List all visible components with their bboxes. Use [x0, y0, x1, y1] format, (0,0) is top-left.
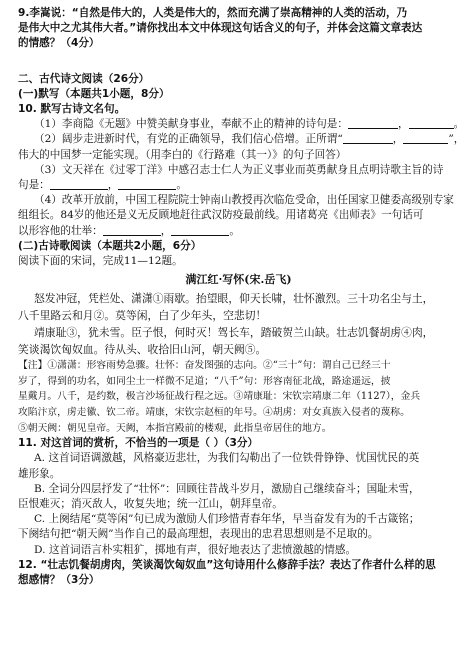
punct: ， — [107, 179, 119, 192]
q11-stem: 11. 对这首词的赏析，不恰当的一项是（ ）（3分） — [18, 437, 259, 450]
annotation-line-2: 岁了，得到的功名，如同尘土一样微不足道；“八千”句：形容南征北战，路途遥远，披 — [18, 375, 391, 387]
answer-blank[interactable] — [348, 117, 398, 129]
poem-line-1: 怒发冲冠，凭栏处、潇潇①雨歇。抬望眼，仰天长啸，壮怀激烈。三十功名尘与土， — [34, 292, 434, 306]
q10-title: 10. 默写古诗文名句。 — [18, 103, 126, 116]
subsection-poetry: (二)古诗歌阅读（本题共2小题，6分） — [18, 239, 202, 252]
q11-option-b-cont: 臣恨难灭；消灭敌人，收复失地；统一江山，朝拜皇帝。 — [18, 498, 283, 511]
poem-title: 满江红·写怀(宋.岳飞) — [185, 273, 292, 287]
punct: ”， — [448, 133, 465, 146]
answer-blank[interactable] — [50, 178, 108, 190]
answer-blank[interactable] — [343, 132, 393, 144]
punct: ， — [392, 133, 404, 146]
annotation-line-5: ⑤朝天阙：朝见皇帝。天阙，本指宫殿前的楼观，此指皇帝居住的地方。 — [18, 422, 332, 434]
q10-item-2-cont: 伟大的中国梦一定能实现。（用李白的《行路难（其一）》的句子回答） — [18, 148, 347, 161]
q10-item-4-cont2 — [18, 224, 459, 239]
q11-option-d[interactable]: D. 这首词语言朴实粗犷，掷地有声，很好地表达了悲愤激越的情感。 — [34, 543, 357, 556]
q10-item-4: （4）改革开放前，中国工程院院士钟南山教授再次临危受命，出任国家卫健委高级别专家 — [34, 194, 454, 207]
answer-blank[interactable] — [403, 132, 448, 144]
annotation-line-3: 星戴月。八千，是约数，极言沙场征战行程之远。③靖康耻：宋钦宗靖康二年（1127），金兵 — [18, 391, 421, 403]
section-heading: 二、古代诗文阅读（26分） — [18, 72, 150, 85]
q10-2-text: （2）阔步走进新时代，有党的正确领导，我们信心倍增。正所谓“ — [34, 133, 343, 146]
poem-line-4: 笑谈渴饮匈奴血。待从头、收拾旧山河，朝天阙⑤。 — [18, 343, 267, 357]
punct: 。 — [453, 118, 465, 131]
q9-line-3: 的情感？（4分） — [18, 37, 100, 50]
punct: ， — [397, 118, 409, 131]
q12-line-1: 12. “壮志饥餐胡虏肉，笑谈渴饮匈奴血”这句诗用什么修辞手法？表达了作者什么样的思 — [18, 558, 436, 571]
answer-blank[interactable] — [118, 178, 176, 190]
subsection-dictation: (一)默写（本题共1小题，8分） — [18, 87, 170, 100]
spacer — [18, 52, 459, 62]
reading-intro: 阅读下面的宋词，完成11—12题。 — [18, 255, 183, 268]
punct: 。 — [229, 224, 240, 237]
q9-line-1: 9.李嵩说：“自然是伟大的，人类是伟大的，然而充满了崇高精神的人类的活动，乃 — [18, 7, 408, 19]
answer-blank[interactable] — [103, 224, 161, 236]
q9-line-2: 是伟大中之尤其伟大者。”请你找出本文中体现这句话含义的句子，并体会这篇文章表达 — [18, 22, 423, 35]
q10-4-text: 以形容他的壮举： — [18, 224, 103, 237]
annotation-line-4: 攻陷汴京，虏走徽、钦二帝。靖康，宋钦宗赵桓的年号。④胡虏：对女真族入侵者的蔑称。 — [18, 407, 410, 419]
q10-item-4-cont: 组组长。84岁的他还是义无反顾地赶往武汉防疫最前线。用诸葛亮《出师表》一句话可 — [18, 209, 424, 222]
q11-option-b[interactable]: B. 全词分四层抒发了“壮怀”：回顾往昔战斗岁月，激励自己继续奋斗；国耻未雪， — [34, 482, 420, 495]
q10-item-2 — [18, 132, 465, 147]
q10-3-text: 句是： — [18, 179, 50, 192]
q10-item-3: （3）文天祥在《过零丁洋》中感召志士仁人为正义事业而英勇献身且点明诗歌主旨的诗 — [34, 163, 444, 176]
q11-option-a[interactable]: A. 这首词语调激越，风格豪迈悲壮，为我们勾勒出了一位铁骨铮铮、忧国忧民的英 — [34, 452, 420, 465]
poem-line-2: 八千里路云和月②。莫等闲，白了少年头，空悲切！ — [18, 309, 267, 323]
answer-blank[interactable] — [171, 224, 229, 236]
punct: 。 — [176, 179, 187, 192]
annotation-line-1: 【注】①潇潇：形容雨势急骤。壮怀：奋发图强的志向。②“三十”句：谓自己已经三十 — [18, 360, 391, 372]
q11-option-c[interactable]: C. 上阕结尾“莫等闲”句已成为激励人们珍惜青春年华，早当奋发有为的千古箴铭； — [34, 513, 420, 526]
answer-blank[interactable] — [409, 117, 454, 129]
q10-item-1 — [18, 117, 465, 132]
q10-1-text: （1）李商隐《无题》中赞美献身事业，奉献不止的精神的诗句是： — [34, 118, 348, 131]
q12-line-2: 想感情？（3分） — [18, 574, 100, 587]
q10-item-3-cont — [18, 178, 459, 193]
q11-option-a-cont: 雄形象。 — [18, 467, 61, 480]
poem-line-3: 靖康耻③，犹未雪。臣子恨，何时灭！驾长车，踏破贺兰山缺。壮志饥餐胡虏④肉， — [34, 326, 434, 340]
spacer — [18, 62, 459, 72]
punct: ， — [160, 224, 172, 237]
q11-option-c-cont: 下阕结句把“朝天阙”当作自己的最高理想，表现出的忠君思想则是不足取的。 — [18, 528, 379, 541]
